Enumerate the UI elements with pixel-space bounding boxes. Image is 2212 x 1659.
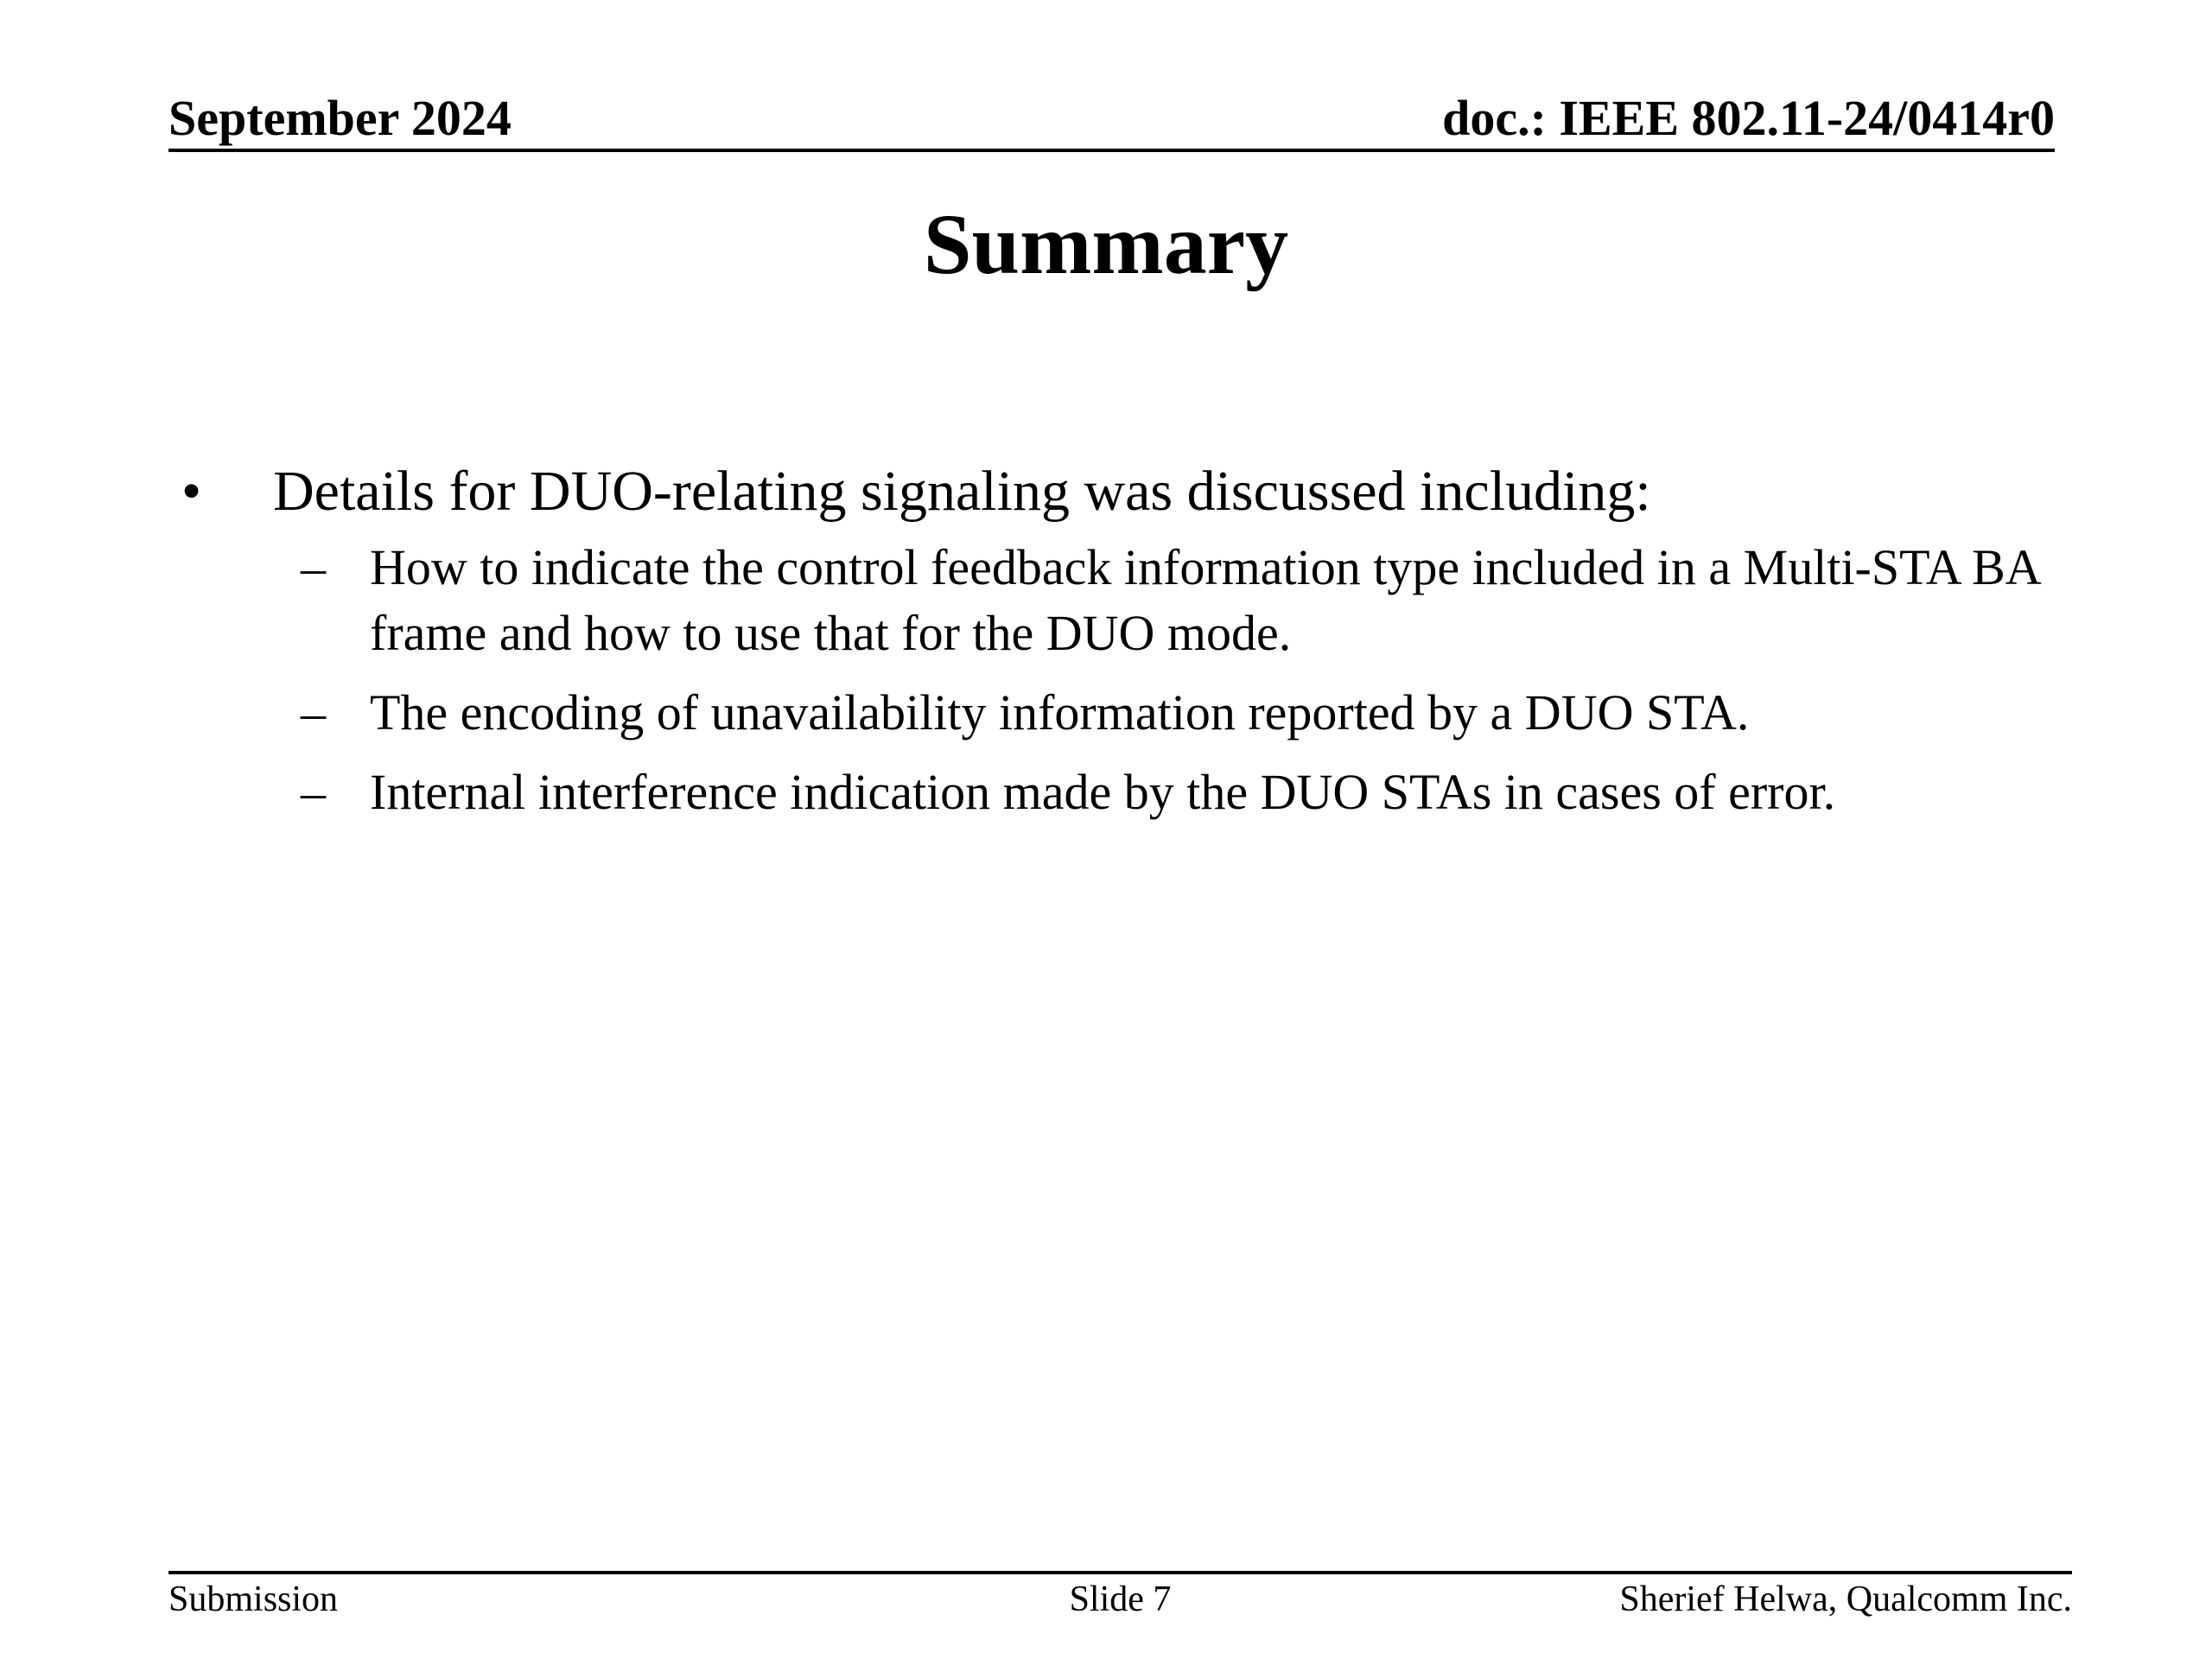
sub-bullet-item <box>181 760 2065 825</box>
footer-author: Sherief Helwa, Qualcomm Inc. <box>1619 1580 2072 1619</box>
slide-footer <box>168 1571 2072 1619</box>
slide-body <box>181 456 2065 839</box>
slide-title: Summary <box>923 196 1289 292</box>
header-doc-id: doc.: IEEE 802.11-24/0414r0 <box>1442 90 2055 146</box>
sub-bullet-item <box>181 535 2065 666</box>
sub-bullet-text: The encoding of unavailability information reported by a DUO STA. <box>370 683 1750 741</box>
bullet-marker: • <box>181 460 202 523</box>
slide-header <box>168 79 2055 152</box>
header-date: September 2024 <box>168 90 512 146</box>
sub-bullet-list <box>181 535 2065 825</box>
footer-submission: Submission <box>168 1580 339 1619</box>
sub-bullet-item <box>181 680 2065 746</box>
sub-bullet-marker: – <box>301 683 326 741</box>
sub-bullet-marker: – <box>301 538 326 595</box>
footer-slide-number: Slide 7 <box>1069 1580 1172 1619</box>
sub-bullet-marker: – <box>301 763 326 820</box>
bullet-item <box>181 456 2065 528</box>
sub-bullet-text: How to indicate the control feedback information type included in a Multi-STA BA frame and how to use that for the DUO mode. <box>370 538 2039 661</box>
sub-bullet-text: Internal interference indication made by the DUO STAs in cases of error. <box>370 763 1836 820</box>
bullet-text: Details for DUO-relating signaling was discussed including: <box>273 460 1651 523</box>
